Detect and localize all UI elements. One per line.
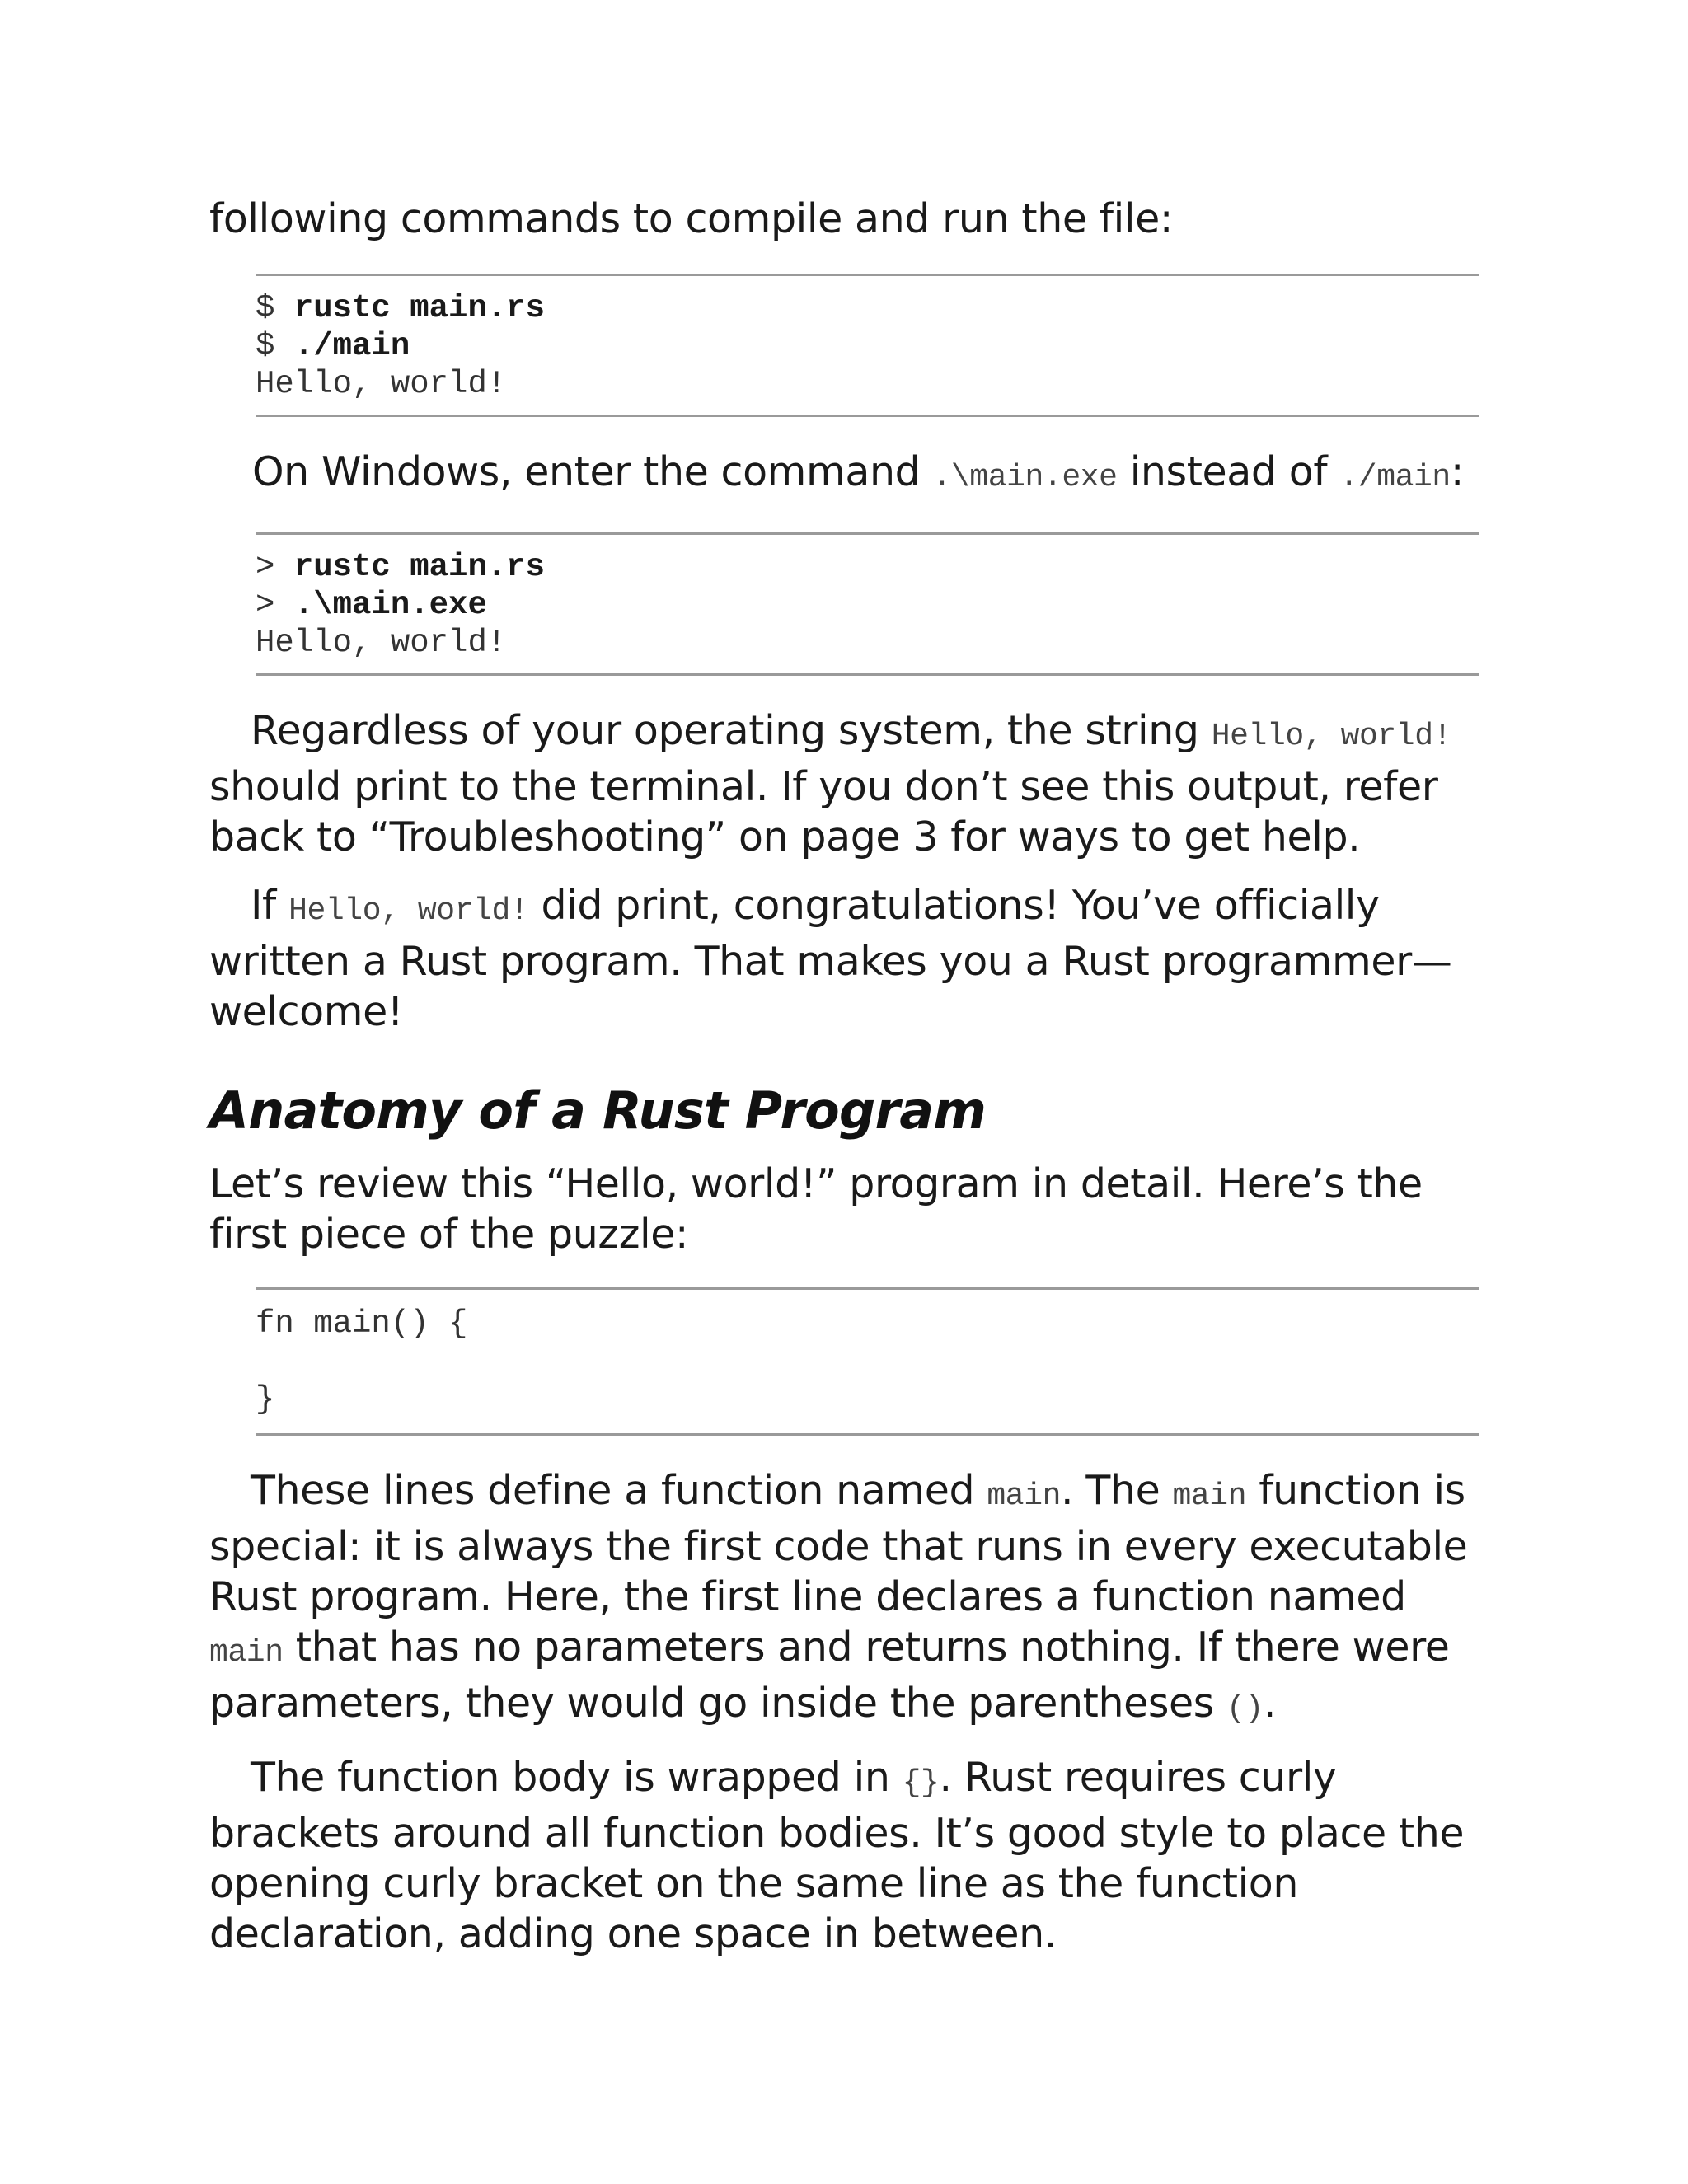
page-content [209, 194, 1479, 1959]
section-heading: Anatomy of a Rust Program [209, 1080, 987, 1141]
code-block-unix [256, 274, 1479, 417]
code-line: } [256, 1381, 275, 1418]
code-line: fn main() { [256, 1305, 468, 1342]
code-block-windows [256, 532, 1479, 676]
intro-paragraph: following commands to compile and run the file: [209, 195, 1173, 242]
code-line: > rustc main.rs [256, 549, 546, 585]
code-line: Hello, world! [256, 366, 507, 402]
windows-paragraph: On Windows, enter the command .\main.exe instead of ./main: [252, 448, 1464, 495]
review-paragraph: Let’s review this “Hello, world!” program in detail. Here’s the first piece of the puzzle: [209, 1160, 1423, 1258]
code-line: $ rustc main.rs [256, 290, 546, 326]
code-block-main [256, 1287, 1479, 1436]
congrats-paragraph: If Hello, world! did print, congratulations! You’ve officially written a Rust program. That makes you a Rust programmer—welcome! [209, 882, 1452, 1035]
code-line: $ ./main [256, 328, 410, 364]
regardless-paragraph: Regardless of your operating system, the string Hello, world! should print to the terminal. If you don’t see this output, refer back to “Troubleshooting” on page 3 for ways to get help. [209, 707, 1451, 860]
code-line: > .\main.exe [256, 587, 487, 623]
code-line [256, 1343, 1479, 1380]
body-paragraph: The function body is wrapped in {}. Rust requires curly brackets around all function bodies. It’s good style to place the opening curly bracket on the same line as the function declaration, adding one space in between. [209, 1754, 1465, 1957]
define-paragraph: These lines define a function named main. The main function is special: it is always the first code that runs in every executable Rust program. Here, the first line declares a function named main that has no parameters and returns nothing. If there were parameters, they would go inside the parentheses (). [209, 1467, 1468, 1727]
code-line: Hello, world! [256, 625, 507, 661]
